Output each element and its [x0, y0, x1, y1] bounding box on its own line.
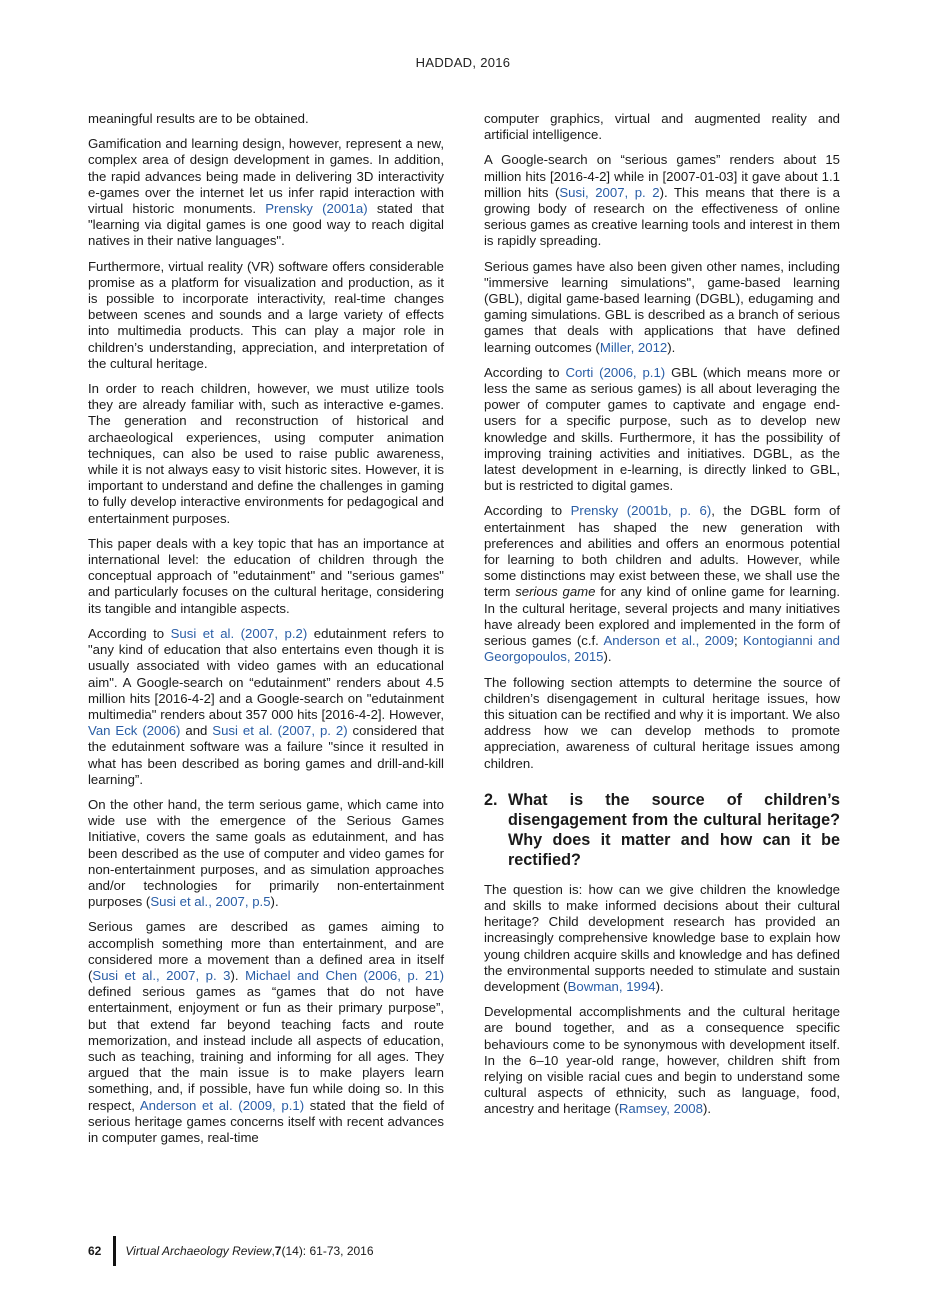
citation-link[interactable]: Susi et al. (2007, p. 2) [212, 723, 348, 739]
paragraph: meaningful results are to be obtained. [88, 111, 309, 126]
section-heading [484, 790, 840, 870]
paragraph: Furthermore, virtual reality (VR) software offers considerable promise as a platform for visualization and production, as it is possible to incorporate interactivity, real-time changes between scenes and sounds and a large variety of effects into multimedia products. This can play a major role in children’s understanding, appreciation, and interpretation of the cultural heritage. [88, 258, 444, 371]
citation-link[interactable]: Corti (2006, p.1) [565, 364, 666, 380]
paragraph: On the other hand, the term serious game, which came into wide use with the emergence of the Serious Games Initiative, covers the same goals as edutainment, and has been described as the use of computer and video games for non-entertainment purposes, and as simulation approaches and/or technologies for primarily non-entertainment purposes (Susi et al., 2007, p.5). [88, 796, 444, 910]
citation-link[interactable]: Prensky (2001a) [265, 201, 368, 217]
paragraph: Gamification and learning design, however, represent a new, complex area of design development in games. In addition, the rapid advances being made in delivering 3D interactivity e-games over the internet let us infer rapid interaction with virtual historic monuments. Prensky (2001a) stated that "learning via digital games is one good way to reach digital natives in their native languages". [88, 136, 444, 249]
citation-link[interactable]: Susi et al. (2007, p.2) [170, 625, 308, 641]
citation-link[interactable]: Ramsey, 2008 [618, 1101, 703, 1117]
paragraph: Serious games are described as games aiming to accomplish something more than entertainment, and are considered more a movement than a defined area in itself (Susi et al., 2007, p. 3). Michael and Chen (2006, p. 21) defined serious games as “games that do not have entertainment, enjoyment or fun as their primary purpose”, but that extend far beyond teaching facts and route memorization, and instead include all aspects of education, such as teaching, training and informing for all ages. They argued that the main issue is to make players learn something, and, if possible, have fun while doing so. In this respect, Anderson et al. (2009, p.1) stated that the field of serious heritage games concerns itself with recent advances in computer games, real-time [88, 919, 444, 1145]
citation-link[interactable]: Van Eck (2006) [88, 723, 181, 739]
citation-link[interactable]: Susi, 2007, p. 2 [559, 184, 660, 200]
section-number: 2. [484, 790, 498, 809]
citation-link[interactable]: Prensky (2001b, p. 6) [570, 503, 712, 519]
paragraph: A Google-search on “serious games” renders about 15 million hits [2016-4-2] while in [2007-01-03] it gave about 1.1 million hits (Susi, 2007, p. 2). This means that there is a growing body of research on the effectiveness of online serious games as creative learning tools and interest in them is rapidly spreading. [484, 152, 840, 249]
paragraph: This paper deals with a key topic that has an importance at international level: the education of children through the conceptual approach of "edutainment" and "serious games" and particularly focuses on the cultural heritage, considering its tangible and intangible aspects. [88, 535, 444, 616]
left-column [88, 111, 444, 1155]
journal-volume: 7 [274, 1244, 282, 1258]
paragraph: According to Corti (2006, p.1) GBL (which means more or less the same as serious games) is all about leveraging the power of computer games to captivate and engage end-users for a specific purpose, such as to develop new knowledge and skills. Furthermore, it has the possibility of improving training activities and initiatives. DGBL, as the latest development in e-learning, is directly linked to GBL, but is restricted to digital games. [484, 364, 841, 494]
journal-issue-pages: (14): 61-73, 2016 [281, 1244, 374, 1258]
paragraph: In order to reach children, however, we must utilize tools they are already familiar with, such as interactive e-games. The generation and reconstruction of historical and archaeological experiences, using computer animation techniques, can also be used to raise public awareness, while it is not always easy to visit historic sites. However, it is important to understand and define the challenges in gaming to fully develop interactive environments for pedagogical and entertainment purposes. [88, 381, 444, 526]
citation-link[interactable]: Susi et al., 2007, p. 3 [92, 967, 231, 983]
running-head: HADDAD, 2016 [415, 55, 511, 70]
paragraph: Serious games have also been given other names, including "immersive learning simulations", game-based learning (GBL), digital game-based learning (DGBL), edugaming and gaming simulations. GBL is described as a branch of serious games that deals with applications that have defined learning outcomes (Miller, 2012). [484, 258, 840, 355]
paragraph: According to Susi et al. (2007, p.2) edutainment refers to "any kind of education that also entertains even though it is usually associated with video games with an educational aim". A Google-search on “edutainment” renders about 4.5 million hits [2016-4-2] and a Google-search on "edutainment multimedia" renders about 357 000 hits [2016-4-2]. However, Van Eck (2006) and Susi et al. (2007, p. 2) considered that the edutainment software was a failure "since it resulted in what has been described as boring games and drill-and-kill learning”. [88, 625, 444, 787]
right-column [484, 111, 840, 1127]
paragraph: The question is: how can we give children the knowledge and skills to make informed decisions about their cultural heritage? Child development research has provided an increasingly comprehensive knowledge base to explain how young children acquire skills and knowledge and has defined the environmental supports needed to stimulate and sustain development (Bowman, 1994). [484, 881, 840, 994]
citation-link[interactable]: Bowman, 1994 [567, 978, 656, 994]
citation-link[interactable]: Miller, 2012 [599, 339, 668, 355]
citation-link[interactable]: Susi et al., 2007, p.5 [150, 894, 271, 910]
citation-link[interactable]: Anderson et al. (2009, p.1) [139, 1097, 305, 1113]
emphasis-term: serious game [515, 584, 596, 600]
journal-name: Virtual Archaeology Review [125, 1244, 272, 1258]
paragraph: The following section attempts to determine the source of children’s disengagement in cultural heritage issues, how this situation can be rectified and why it is important. We also address how we can develop methods to promote appreciation, awareness of cultural heritage issues among children. [484, 674, 840, 771]
section-title: What is the source of children’s disengagement from the cultural heritage? Why does it matter and how can it be rectified? [508, 790, 840, 869]
citation-link[interactable]: Michael and Chen (2006, p. 21) [245, 967, 444, 983]
footer-divider [113, 1236, 116, 1266]
citation-link[interactable]: Kontogianni and Georgopoulos, 2015 [484, 633, 840, 665]
page-number: 62 [88, 1244, 102, 1258]
paragraph: According to Prensky (2001b, p. 6), the DGBL form of entertainment has shaped the new generation with preferences and abilities and offers an enormous potential for learning to both children and adults. However, while some distinctions may exist between these, we shall use the term serious game for any kind of online game for learning. In the cultural heritage, several projects and many initiatives have already been explored and implemented in the form of serious games (c.f. Anderson et al., 2009; Kontogianni and Georgopoulos, 2015). [484, 503, 840, 665]
citation-link[interactable]: Anderson et al., 2009 [603, 633, 734, 649]
paragraph: computer graphics, virtual and augmented reality and artificial intelligence. [484, 111, 840, 143]
paragraph: Developmental accomplishments and the cultural heritage are bound together, and as a consequence specific behaviours come to be synonymous with development itself. In the 6–10 year-old range, however, children shift from relying on visible racial cues and begin to understand some cultural aspects of ethnicity, such as language, food, ancestry and heritage (Ramsey, 2008). [484, 1004, 840, 1117]
page-footer: 62 Virtual Archaeology Review , 7 (14): 61-73, 2016 [88, 1236, 374, 1266]
